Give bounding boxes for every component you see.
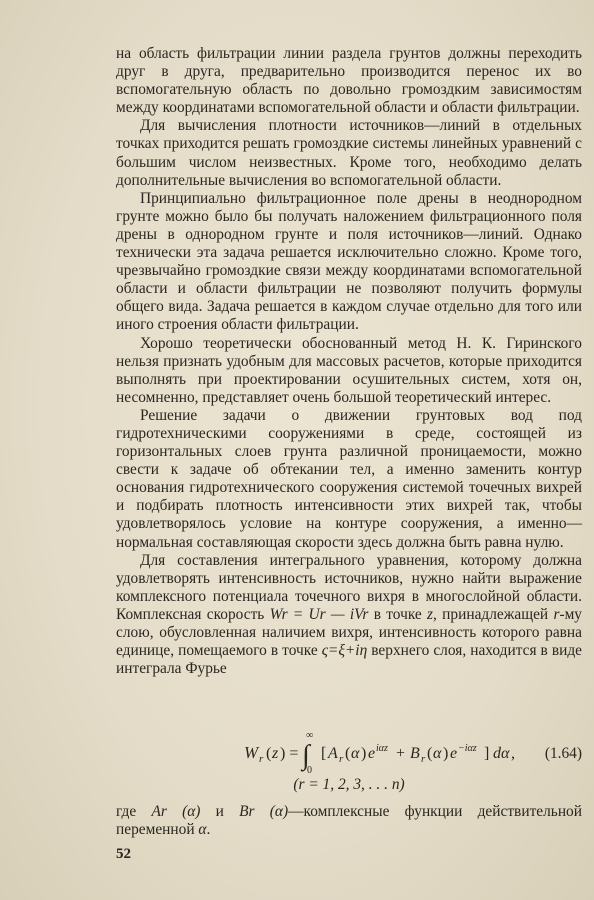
svg-text:+: + — [396, 745, 406, 762]
fourier-integral-formula — [116, 728, 582, 774]
para6-text-2: в точке — [368, 605, 428, 623]
svg-text:): ) — [443, 745, 449, 762]
svg-text:): ) — [361, 745, 367, 762]
svg-text:α: α — [433, 745, 442, 762]
function-br: Br (α) — [239, 803, 289, 820]
variable-z: z — [427, 605, 434, 623]
tail-text-4: . — [206, 821, 211, 839]
function-ar: Ar (α) — [151, 803, 201, 820]
svg-text:e: e — [368, 745, 376, 762]
svg-text:dα: dα — [493, 745, 510, 762]
svg-text:r: r — [259, 753, 264, 765]
paragraph-1: на область фильтрации линии раздела грунтов должны переходить друг в друга, предварительно производится перенос их во вспомогательную область по довольно громоздким зависимостям между координатами вспомогательной области и области фильтрации. — [116, 45, 582, 117]
para6-text-1: Для составления интегрального уравнения, которому должна удовлетворять интенсивность источников, нужно найти выражение комплексного потенциала точечного вихря в многослойной области. Комплексная скорость — [116, 551, 582, 623]
svg-text:,: , — [511, 745, 515, 762]
complex-velocity-expression: Wr = Ur — iVr — [269, 605, 369, 623]
svg-text:iαz: iαz — [376, 743, 388, 754]
para6-text-4: -му слою, обусловленная наличием вихря, интенсивность которого равна единице, помещаемого в точке — [116, 605, 582, 660]
svg-text:∫: ∫ — [302, 740, 310, 771]
svg-text:) =: ) = — [280, 745, 299, 762]
svg-text:(: ( — [427, 745, 433, 762]
paragraph-2: Для вычисления плотности источников—линий в отдельных точках приходится решать громоздкие системы линейных уравнений с большим числом неизвестных. Кроме того, необходимо делать дополнительные вычисления во вспомогательной области. — [116, 117, 582, 189]
tail-text-2: и — [200, 803, 240, 820]
para6-text-3: , принадлежащей — [433, 605, 554, 623]
svg-text:[: [ — [321, 745, 327, 762]
svg-text:r: r — [339, 753, 344, 765]
paragraph-6 — [116, 552, 582, 679]
tail-text-3: —комплексные функции действительной переменной — [116, 803, 582, 839]
svg-text:]: ] — [484, 745, 490, 762]
paragraph-4: Хорошо теоретически обоснованный метод Н. К. Гиринского нельзя признать удобным для массовых расчетов, которые приходится выполнять при проектировании осушительных систем, хотя он, несомненно, представляет очень большой теоретический интерес. — [116, 334, 582, 406]
closing-paragraph — [116, 803, 582, 839]
svg-text:z: z — [272, 745, 279, 762]
svg-text:e: e — [450, 745, 458, 762]
vortex-point-expression: ς=ξ+iη — [321, 642, 368, 660]
variable-r: r — [553, 605, 560, 623]
body-text — [116, 45, 582, 678]
svg-text:(: ( — [345, 745, 351, 762]
tail-text-1: где — [116, 803, 152, 820]
svg-text:A: A — [328, 745, 338, 762]
equation-1-64 — [116, 728, 582, 774]
variable-alpha: α — [198, 821, 207, 839]
svg-text:r: r — [421, 753, 426, 765]
paragraph-3: Принципиально фильтрационное поле дрены в неоднородном грунте можно было бы получать наложением фильтрационного поля дрены в однородном грунте и поля источников—линий. Однако технически эта задача решается исключительно сложно. Кроме того, чрезвычайно громоздкие связи между координатами вспомогательной области и области фильтрации не позволяют получить формулы общего вида. Задача решается в каждом случае отдельно для того или иного строения области фильтрации. — [116, 189, 582, 334]
equation-number: (1.64) — [544, 745, 582, 762]
svg-text:B: B — [410, 745, 420, 762]
page-number: 52 — [116, 846, 131, 862]
svg-text:0: 0 — [307, 765, 312, 774]
r-range-line: (r = 1, 2, 3, . . . n) — [293, 776, 405, 793]
svg-text:(: ( — [266, 745, 272, 762]
svg-text:α: α — [351, 745, 360, 762]
svg-text:−iαz: −iαz — [458, 743, 477, 754]
paragraph-5: Решение задачи о движении грунтовых вод под гидротехническими сооружениями в среде, состоящей из горизонтальных слоев грунта различной проницаемости, можно свести к задаче об обтекании тел, а именно заменить контур основания гидротехнического сооружения системой точечных вихрей и подбирать плотность интенсивности этих вихрей так, чтобы удовлетворялось условие на контуре сооружения, а именно—нормальная составляющая скорости здесь должна быть равна нулю. — [116, 406, 582, 551]
para6-text-5: верхнего слоя, находится в виде интеграла Фурье — [116, 642, 582, 678]
svg-text:∞: ∞ — [306, 730, 314, 741]
svg-text:W: W — [244, 743, 259, 762]
